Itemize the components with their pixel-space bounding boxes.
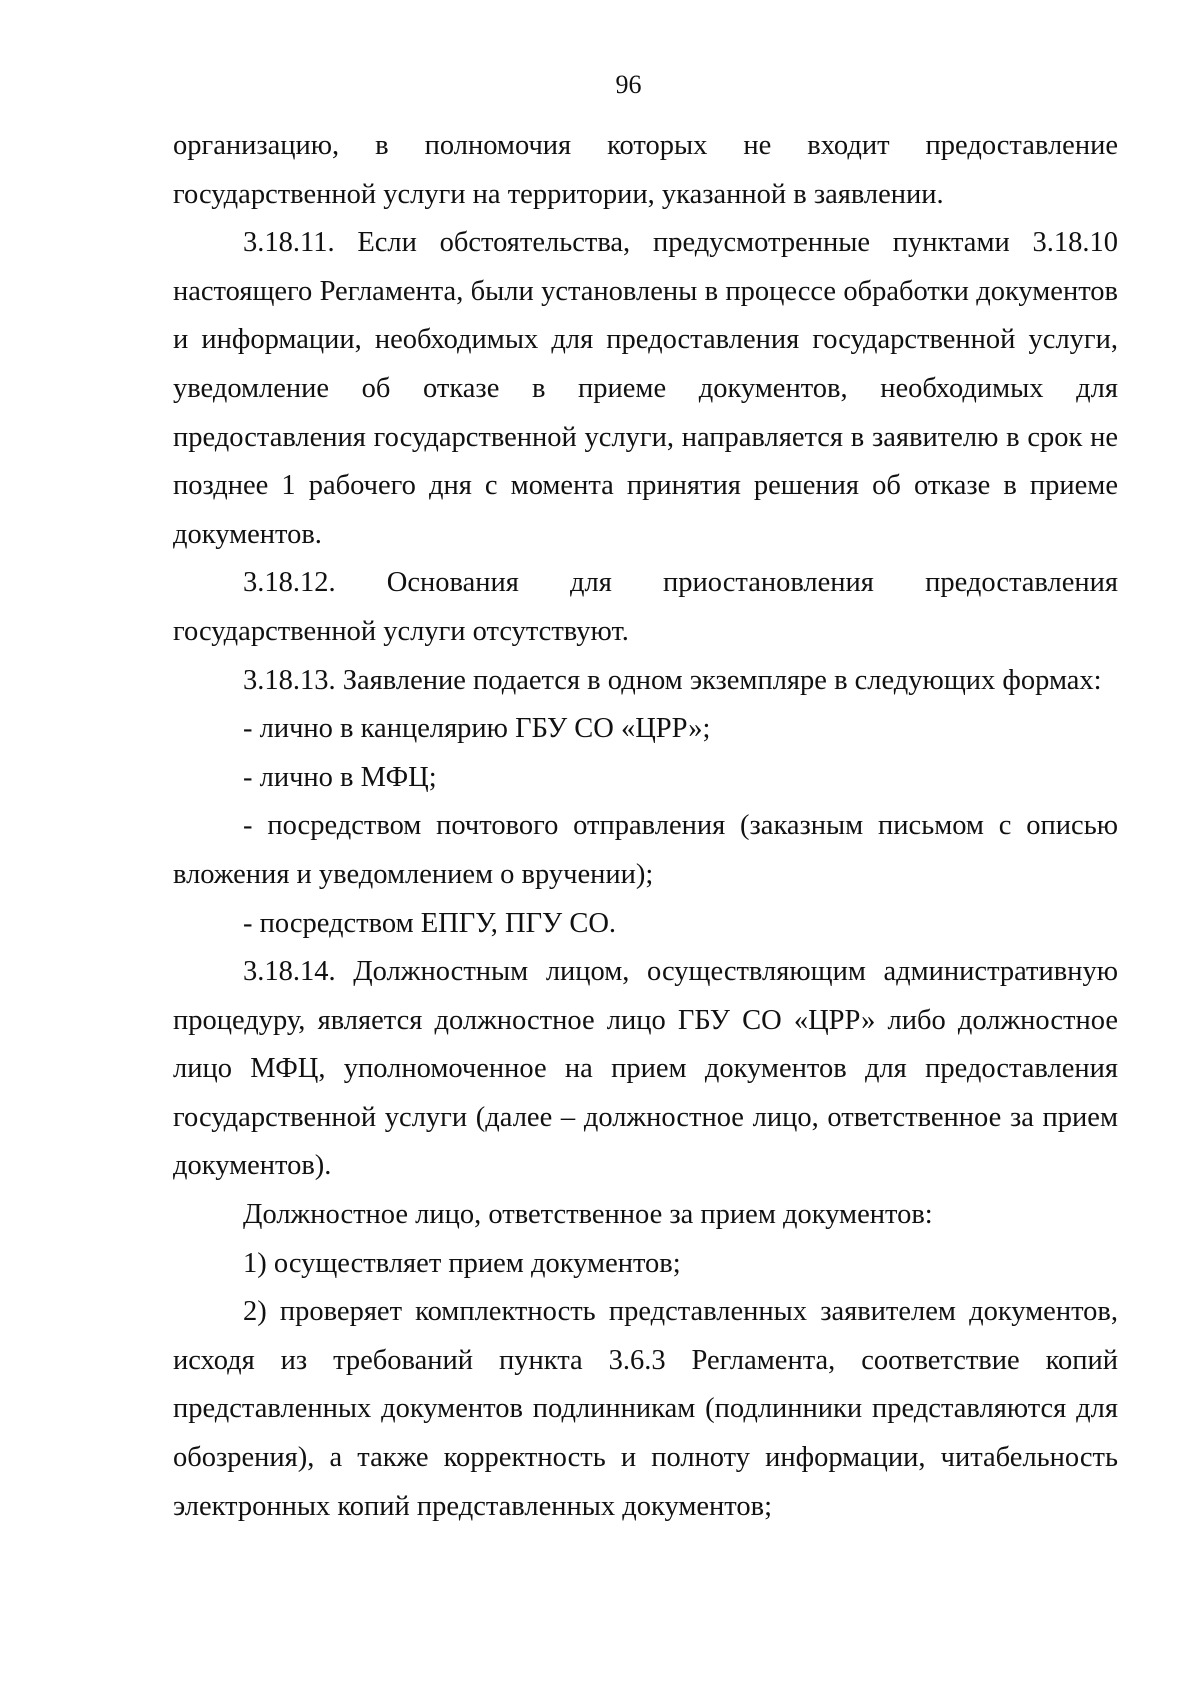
- duty-item-1: 1) осуществляет прием документов;: [243, 1247, 681, 1279]
- paragraph-continuation: организацию, в полномочия которых не входит предоставление государственной услуги на территории, указанной в заявлении.: [173, 130, 1118, 210]
- paragraph-official-duties: Должностное лицо, ответственное за прием документов:: [243, 1199, 933, 1231]
- document-body: [173, 122, 1118, 1531]
- paragraph-3-18-14: 3.18.14. Должностным лицом, осуществляющим административную процедуру, является должностное лицо ГБУ СО «ЦРР» либо должностное лицо МФЦ, уполномоченное на прием документов для предоставления государственной услуги (далее – должностное лицо, ответственное за прием документов).: [173, 956, 1118, 1182]
- duty-item-2: 2) проверяет комплектность представленных заявителем документов, исходя из требований пункта 3.6.3 Регламента, соответствие копий представленных документов подлинникам (подлинники представляются для обозрения), а также корректность и полноту информации, читабельность электронных копий представленных документов;: [173, 1296, 1118, 1522]
- list-item-mfc: - лично в МФЦ;: [243, 761, 437, 793]
- list-item-post: - посредством почтового отправления (заказным письмом с описью вложения и уведомлением о вручении);: [173, 810, 1118, 890]
- page-number: 96: [615, 70, 642, 99]
- list-item-epgu: - посредством ЕПГУ, ПГУ СО.: [243, 907, 617, 939]
- list-item-chancellery: - лично в канцелярию ГБУ СО «ЦРР»;: [243, 713, 711, 745]
- paragraph-3-18-11: 3.18.11. Если обстоятельства, предусмотренные пунктами 3.18.10 настоящего Регламента, были установлены в процессе обработки документов и информации, необходимых для предоставления государственной услуги, уведомление об отказе в приеме документов, необходимых для предоставления государственной услуги, направляется в заявителю в срок не позднее 1 рабочего дня с момента принятия решения об отказе в приеме документов.: [173, 227, 1118, 550]
- paragraph-3-18-12: 3.18.12. Основания для приостановления предоставления государственной услуги отсутствуют.: [173, 567, 1118, 647]
- paragraph-3-18-13: 3.18.13. Заявление подается в одном экземпляре в следующих формах:: [243, 664, 1102, 696]
